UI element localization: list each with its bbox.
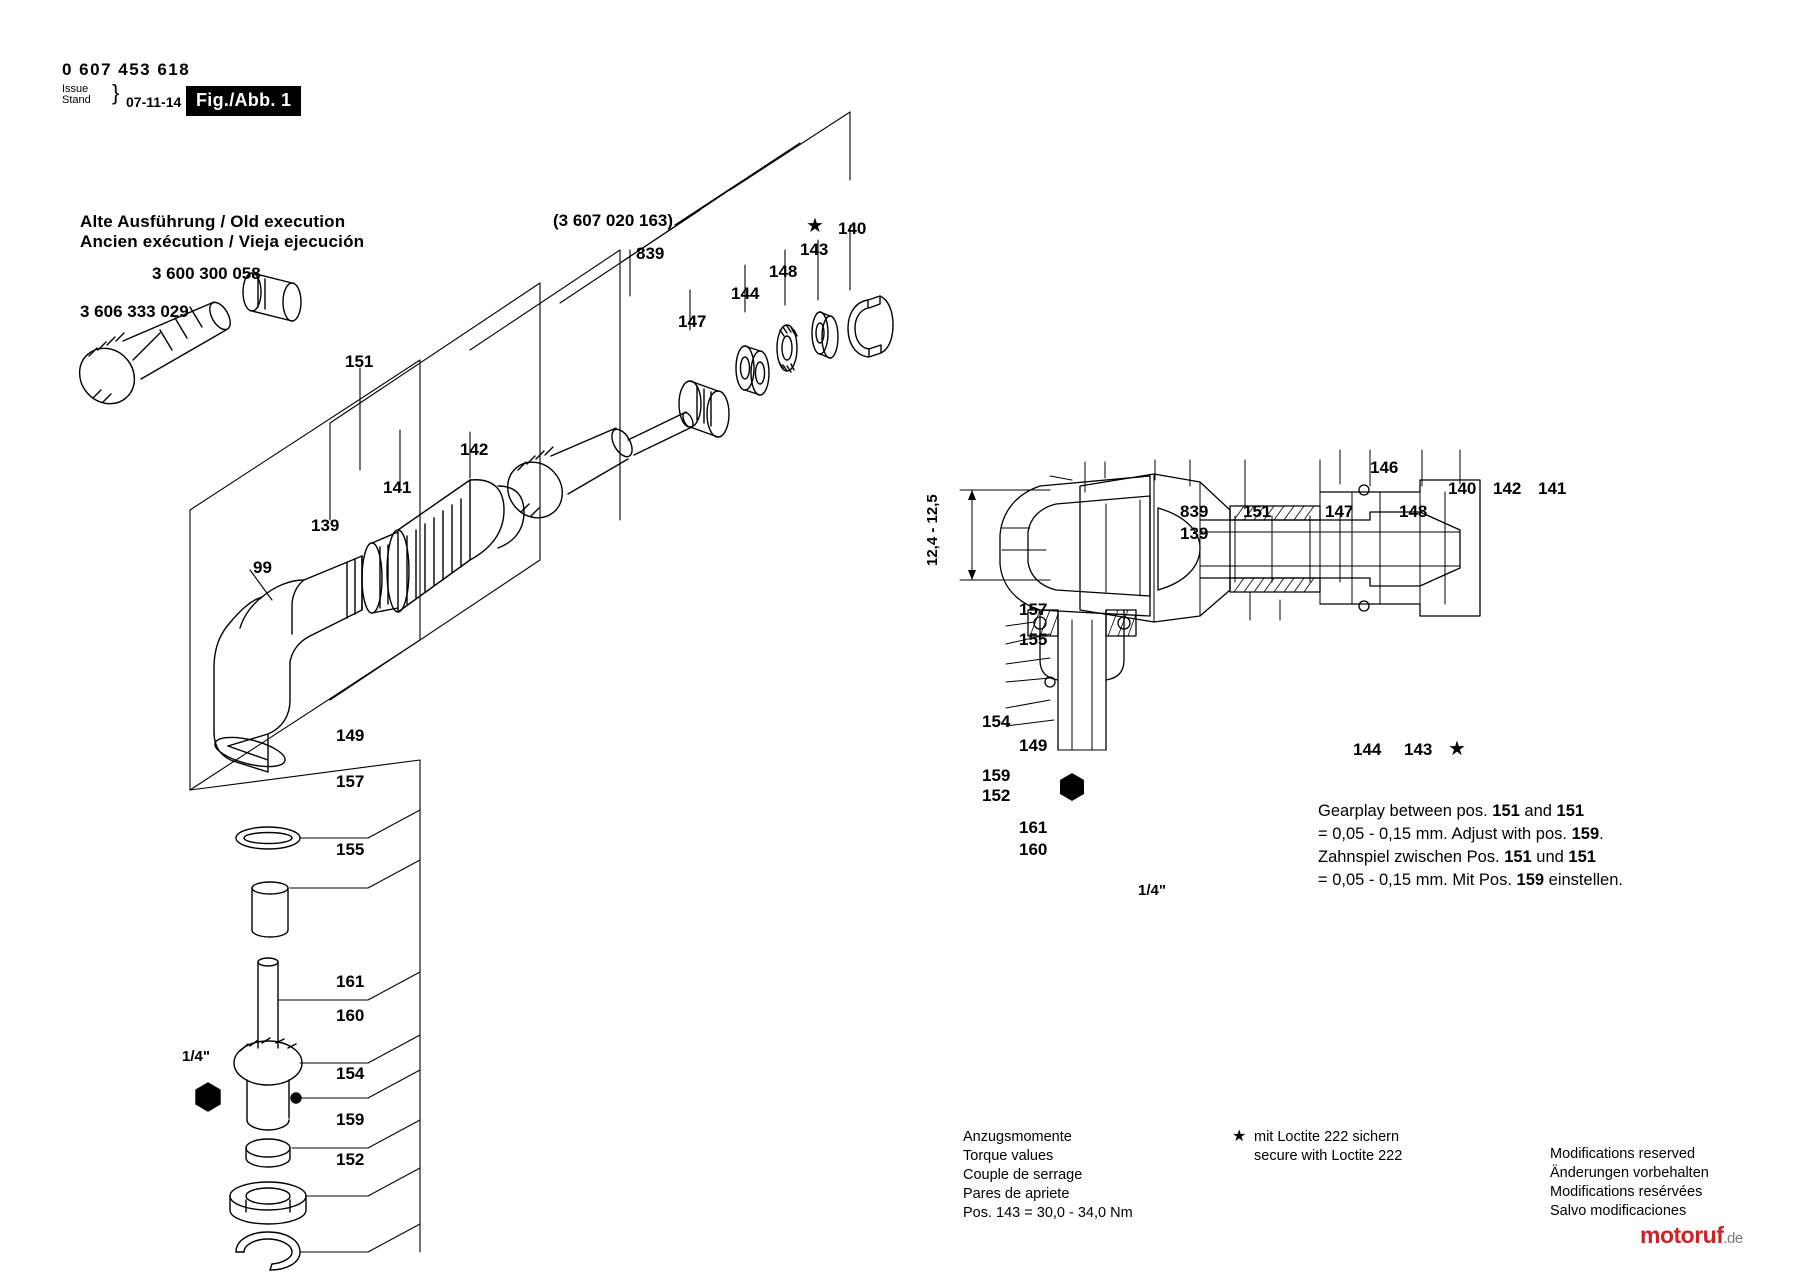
footer-torque-values xyxy=(963,1128,1133,1223)
footer-modifications xyxy=(1550,1145,1709,1221)
old-part-1: 3 600 300 058 xyxy=(152,264,261,283)
callout-99: 99 xyxy=(253,558,272,577)
callout-155: 155 xyxy=(336,840,365,859)
gearplay-line1-pre: Gearplay between pos. xyxy=(1318,802,1493,820)
callout-140: 140 xyxy=(838,219,867,238)
gearplay-line2-pre: = 0,05 - 0,15 mm. Adjust with pos. xyxy=(1318,825,1572,843)
sec-callout-151: 151 xyxy=(1243,502,1272,521)
sec-callout-141: 141 xyxy=(1538,479,1567,498)
sec-callout-154: 154 xyxy=(982,712,1011,731)
sec-callout-159: 159 xyxy=(982,766,1011,785)
callout-154: 154 xyxy=(336,1064,365,1083)
gearplay-line2-post: . xyxy=(1599,825,1604,843)
sec-callout-160: 160 xyxy=(1019,840,1048,859)
callout-152: 152 xyxy=(336,1150,365,1169)
sec-callout-152: 152 xyxy=(982,786,1011,805)
watermark-tld: .de xyxy=(1723,1230,1743,1247)
assembly-part-number: (3 607 020 163) xyxy=(553,211,674,230)
callout-141: 141 xyxy=(383,478,412,497)
sec-callout-839: 839 xyxy=(1180,502,1209,521)
gearplay-line4-pre: = 0,05 - 0,15 mm. Mit Pos. xyxy=(1318,871,1517,889)
sec-callout-144: 144 xyxy=(1353,740,1382,759)
issue-date: 07-11-14 xyxy=(126,94,182,110)
callout-151: 151 xyxy=(345,352,374,371)
gearplay-line4-post: einstellen. xyxy=(1544,871,1623,889)
mods-line-4: Salvo modificaciones xyxy=(1550,1203,1687,1219)
watermark-name: motoruf xyxy=(1640,1222,1724,1248)
sec-callout-143: 143 xyxy=(1404,740,1433,759)
callout-147: 147 xyxy=(678,312,707,331)
old-execution-line2: Ancien exécution / Vieja ejecución xyxy=(80,232,365,251)
mods-line-3: Modifications resérvées xyxy=(1550,1184,1703,1200)
torque-line-1: Anzugsmomente xyxy=(963,1129,1072,1145)
callout-148: 148 xyxy=(769,262,798,281)
gearplay-line3 xyxy=(1318,846,1623,869)
issue-label-line2: Stand xyxy=(62,94,91,106)
gearplay-line1-b2: 151 xyxy=(1556,802,1585,820)
sec-callout-139: 139 xyxy=(1180,524,1209,543)
section-dimension: 12,4 - 12,5 xyxy=(924,494,941,566)
mods-line-1: Modifications reserved xyxy=(1550,1146,1696,1162)
torque-line-4: Pares de apriete xyxy=(963,1186,1070,1202)
gearplay-note xyxy=(1318,800,1623,892)
loctite-line-1: mit Loctite 222 sichern xyxy=(1254,1129,1400,1145)
exploded-hex-size: 1/4" xyxy=(182,1048,210,1065)
gearplay-line1 xyxy=(1318,800,1623,823)
star-icon: ★ xyxy=(806,215,824,237)
sec-callout-140: 140 xyxy=(1448,479,1477,498)
gearplay-line3-b1: 151 xyxy=(1504,848,1532,866)
callout-149: 149 xyxy=(336,726,365,745)
callout-161: 161 xyxy=(336,972,365,991)
torque-line-2: Torque values xyxy=(963,1148,1054,1164)
gearplay-line4 xyxy=(1318,869,1623,892)
callout-144: 144 xyxy=(731,284,760,303)
gearplay-line2-b1: 159 xyxy=(1571,825,1600,843)
callout-159: 159 xyxy=(336,1110,365,1129)
loctite-line-2: secure with Loctite 222 xyxy=(1254,1148,1403,1164)
sec-callout-155: 155 xyxy=(1019,630,1048,649)
sec-callout-147: 147 xyxy=(1325,502,1354,521)
figure-label: Fig./Abb. 1 xyxy=(186,86,301,116)
gearplay-line3-b2: 151 xyxy=(1568,848,1596,866)
old-part-2: 3 606 333 029 xyxy=(80,302,189,321)
callout-157: 157 xyxy=(336,772,365,791)
old-execution-line1: Alte Ausführung / Old execution xyxy=(80,212,346,231)
gearplay-line3-pre: Zahnspiel zwischen Pos. xyxy=(1318,848,1505,866)
watermark xyxy=(1640,1222,1743,1249)
torque-line-5: Pos. 143 = 30,0 - 34,0 Nm xyxy=(963,1205,1133,1221)
sec-callout-148: 148 xyxy=(1399,502,1428,521)
issue-label-line1: Issue xyxy=(62,83,89,95)
footer-loctite xyxy=(1254,1128,1402,1166)
sec-callout-157: 157 xyxy=(1019,600,1048,619)
sec-callout-149: 149 xyxy=(1019,736,1048,755)
gearplay-line4-b1: 159 xyxy=(1516,871,1545,889)
callout-139: 139 xyxy=(311,516,340,535)
sec-callout-142: 142 xyxy=(1493,479,1522,498)
callout-143: 143 xyxy=(800,240,829,259)
star-icon-footer: ★ xyxy=(1232,1128,1247,1145)
callout-142: 142 xyxy=(460,440,489,459)
gearplay-line1-mid: and xyxy=(1519,802,1557,820)
part-number: 0 607 453 618 xyxy=(62,60,191,79)
mods-line-2: Änderungen vorbehalten xyxy=(1550,1165,1709,1181)
callout-839: 839 xyxy=(636,244,665,263)
callout-160: 160 xyxy=(336,1006,365,1025)
issue-brace: } xyxy=(112,80,120,105)
star-icon-section: ★ xyxy=(1448,738,1466,760)
gearplay-line2 xyxy=(1318,823,1623,846)
sec-callout-161: 161 xyxy=(1019,818,1048,837)
section-hex-size: 1/4" xyxy=(1138,882,1166,899)
gearplay-line3-mid: und xyxy=(1531,848,1569,866)
gearplay-line1-b1: 151 xyxy=(1492,802,1520,820)
torque-line-3: Couple de serrage xyxy=(963,1167,1083,1183)
sec-callout-146: 146 xyxy=(1370,458,1399,477)
